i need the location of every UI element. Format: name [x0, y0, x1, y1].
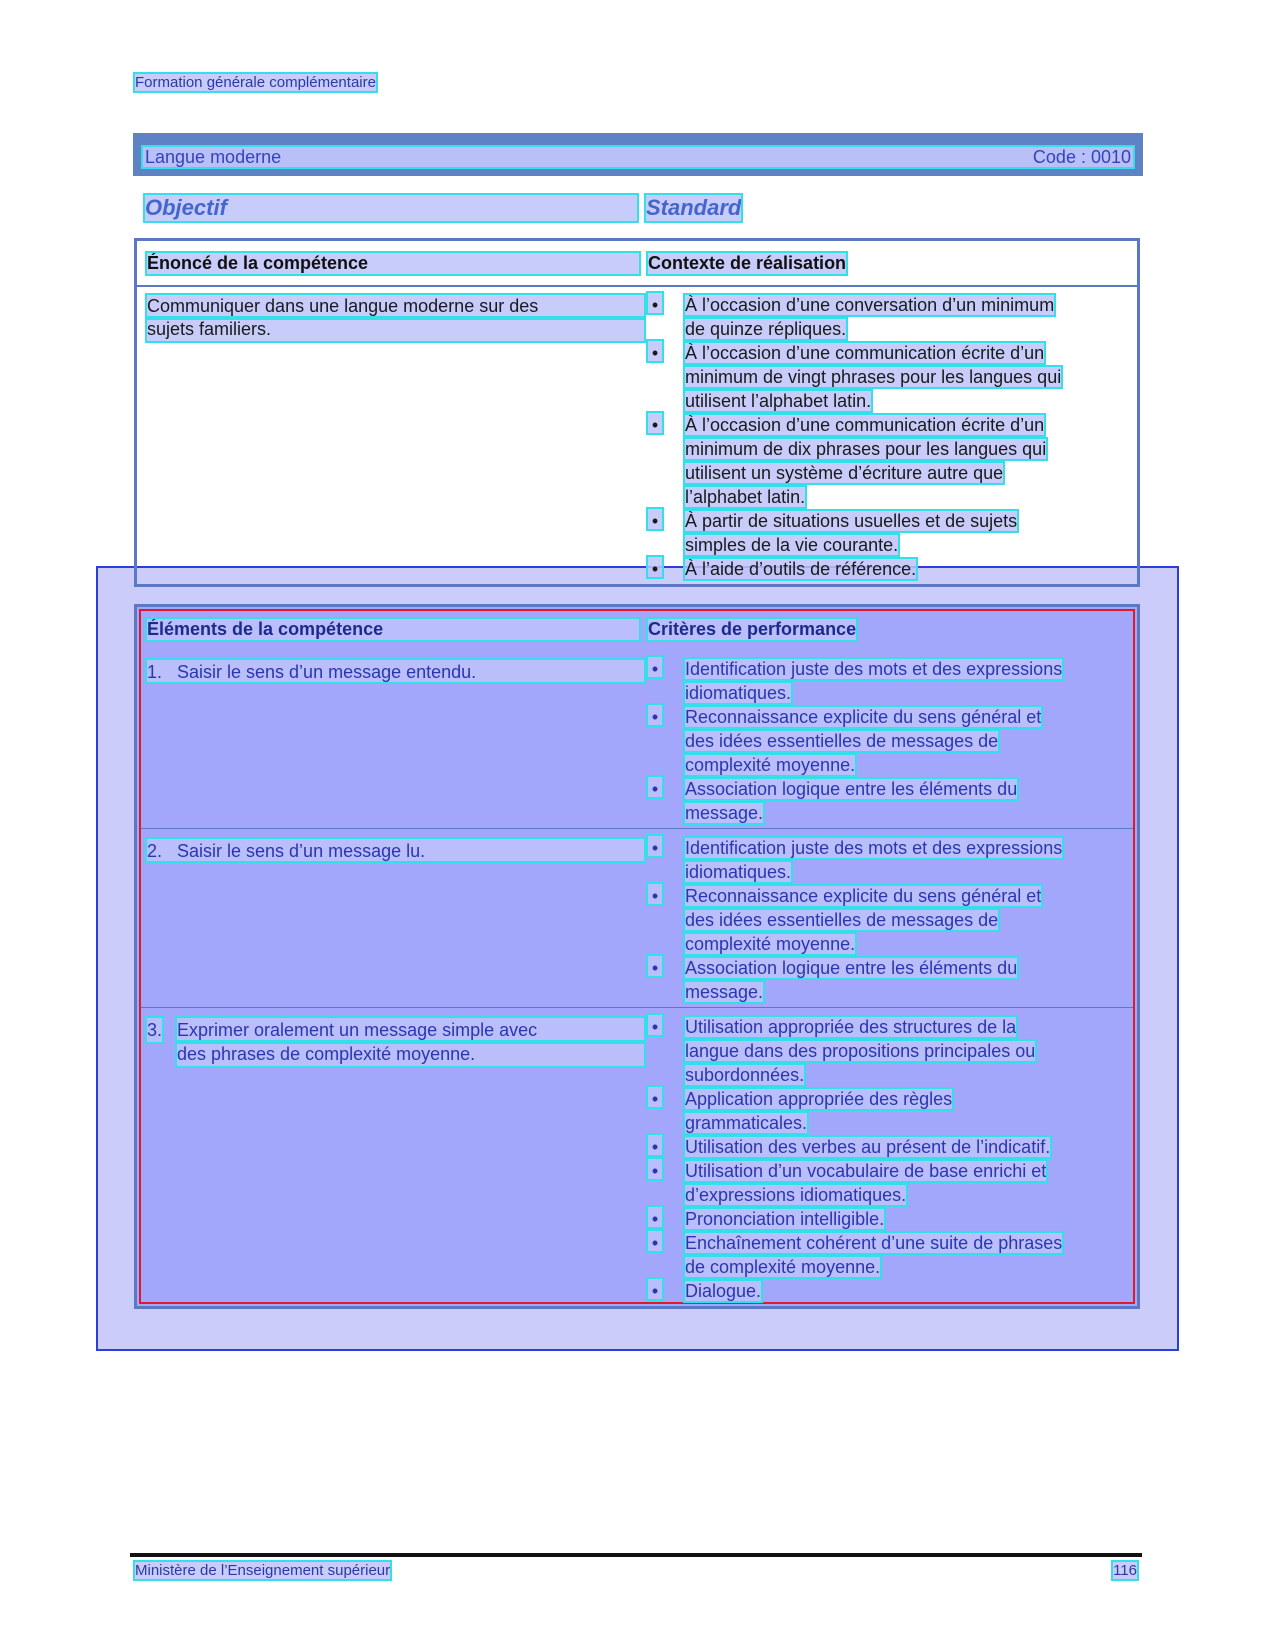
bullet-icon: •	[648, 1207, 662, 1227]
bullet-line: À l’occasion d’une communication écrite d’un	[685, 343, 1045, 363]
criteres-heading: Critères de performance	[648, 619, 857, 639]
list-item	[648, 1159, 1118, 1207]
bullet-line: Identification juste des mots et des expressions	[685, 838, 1063, 858]
bullet-line: Prononciation intelligible.	[685, 1209, 885, 1229]
list-item	[648, 413, 1118, 509]
bullet-line: complexité moyenne.	[685, 755, 856, 775]
bullet-icon: •	[648, 293, 662, 313]
element-text: Saisir le sens d’un message entendu.	[177, 662, 477, 682]
enonce-text	[147, 295, 644, 341]
element-number: 2.	[147, 841, 163, 861]
standard-label: Standard	[646, 195, 742, 220]
page-number: 116	[1113, 1562, 1137, 1579]
element-item-1	[147, 660, 644, 682]
bullet-line: Utilisation d’un vocabulaire de base enrichi et	[685, 1161, 1047, 1181]
list-item	[648, 884, 1118, 956]
bullet-icon: •	[648, 1159, 662, 1179]
subject-title: Langue moderne	[145, 146, 282, 167]
bullet-line: À partir de situations usuelles et de sujets	[685, 511, 1018, 531]
footer-ministry: Ministère de l’Enseignement supérieur	[135, 1562, 391, 1579]
running-header: Formation générale complémentaire	[135, 74, 376, 91]
course-code: Code : 0010	[1032, 146, 1131, 167]
contexte-heading: Contexte de réalisation	[648, 253, 847, 273]
elements-heading: Éléments de la compétence	[147, 619, 639, 640]
bullet-line: grammaticales.	[685, 1113, 808, 1133]
bullet-icon: •	[648, 341, 662, 361]
element-number: 1.	[147, 662, 163, 682]
list-item	[648, 956, 1118, 1004]
bullet-icon: •	[648, 413, 662, 433]
criteria-list-2	[648, 836, 1118, 1004]
bullet-icon: •	[648, 557, 662, 577]
contexte-list	[648, 293, 1118, 581]
bullet-icon: •	[648, 1015, 662, 1035]
bullet-line: Reconnaissance explicite du sens général et	[685, 886, 1042, 906]
list-item	[648, 1231, 1118, 1279]
element-number: 3.	[147, 1020, 163, 1040]
objectif-label: Objectif	[145, 195, 637, 221]
bullet-line: Association logique entre les éléments du	[685, 779, 1018, 799]
bullet-line: de quinze répliques.	[685, 319, 847, 339]
bullet-line: simples de la vie courante.	[685, 535, 899, 555]
list-item	[648, 705, 1118, 777]
enonce-heading: Énoncé de la compétence	[147, 253, 639, 274]
bullet-icon: •	[648, 1231, 662, 1251]
title-bar	[133, 133, 1143, 176]
list-item	[648, 509, 1118, 557]
bullet-line: utilisent un système d’écriture autre que	[685, 463, 1004, 483]
bullet-line: subordonnées.	[685, 1065, 805, 1085]
bullet-icon: •	[648, 884, 662, 904]
criteria-list-3	[648, 1015, 1118, 1303]
bullet-line: de complexité moyenne.	[685, 1257, 881, 1277]
bullet-icon: •	[648, 657, 662, 677]
bullet-line: Utilisation des verbes au présent de l’indicatif.	[685, 1137, 1051, 1157]
bullet-line: Identification juste des mots et des expressions	[685, 659, 1063, 679]
bullet-line: À l’occasion d’une conversation d’un minimum	[685, 295, 1055, 315]
enonce-line: sujets familiers.	[147, 318, 644, 341]
list-item	[648, 777, 1118, 825]
bullet-line: Reconnaissance explicite du sens général et	[685, 707, 1042, 727]
list-item	[648, 1087, 1118, 1135]
bullet-line: des idées essentielles de messages de	[685, 910, 999, 930]
bullet-line: minimum de dix phrases pour les langues qui	[685, 439, 1047, 459]
criteria-list-1	[648, 657, 1118, 825]
list-item	[648, 293, 1118, 341]
bullet-line: À l’occasion d’une communication écrite d’un	[685, 415, 1045, 435]
row-divider	[141, 1007, 1133, 1008]
element-line: Exprimer oralement un message simple avec	[177, 1018, 644, 1042]
bullet-line: Utilisation appropriée des structures de la	[685, 1017, 1017, 1037]
element-line: des phrases de complexité moyenne.	[177, 1042, 644, 1066]
bullet-line: À l’aide d’outils de référence.	[685, 559, 917, 579]
list-item	[648, 1015, 1118, 1087]
bullet-icon: •	[648, 1279, 662, 1299]
list-item	[648, 836, 1118, 884]
bullet-line: message.	[685, 982, 764, 1002]
list-item	[648, 1279, 1118, 1303]
bullet-icon: •	[648, 836, 662, 856]
bullet-line: Association logique entre les éléments du	[685, 958, 1018, 978]
list-item	[648, 557, 1118, 581]
enonce-line: Communiquer dans une langue moderne sur des	[147, 295, 644, 318]
bullet-line: Enchaînement cohérent d’une suite de phrases	[685, 1233, 1063, 1253]
list-item	[648, 1135, 1118, 1159]
bullet-line: d’expressions idiomatiques.	[685, 1185, 907, 1205]
elements-table	[134, 604, 1140, 1309]
list-item	[648, 657, 1118, 705]
row-divider	[141, 828, 1133, 829]
footer-divider	[130, 1553, 1142, 1557]
bullet-icon: •	[648, 777, 662, 797]
bullet-line: des idées essentielles de messages de	[685, 731, 999, 751]
bullet-icon: •	[648, 705, 662, 725]
bullet-line: langue dans des propositions principales ou	[685, 1041, 1036, 1061]
bullet-icon: •	[648, 956, 662, 976]
bullet-line: minimum de vingt phrases pour les langues qui	[685, 367, 1062, 387]
element-item-2	[147, 839, 644, 861]
bullet-line: idiomatiques.	[685, 862, 792, 882]
bullet-line: Application appropriée des règles	[685, 1089, 953, 1109]
bullet-line: Dialogue.	[685, 1281, 762, 1301]
bullet-icon: •	[648, 509, 662, 529]
competence-table	[134, 238, 1140, 587]
bullet-line: complexité moyenne.	[685, 934, 856, 954]
element-text: Saisir le sens d’un message lu.	[177, 841, 426, 861]
list-item	[648, 1207, 1118, 1231]
list-item	[648, 341, 1118, 413]
bullet-icon: •	[648, 1135, 662, 1155]
bullet-line: idiomatiques.	[685, 683, 792, 703]
bullet-line: message.	[685, 803, 764, 823]
bullet-icon: •	[648, 1087, 662, 1107]
bullet-line: l’alphabet latin.	[685, 487, 806, 507]
bullet-line: utilisent l’alphabet latin.	[685, 391, 872, 411]
element-text	[177, 1018, 644, 1066]
